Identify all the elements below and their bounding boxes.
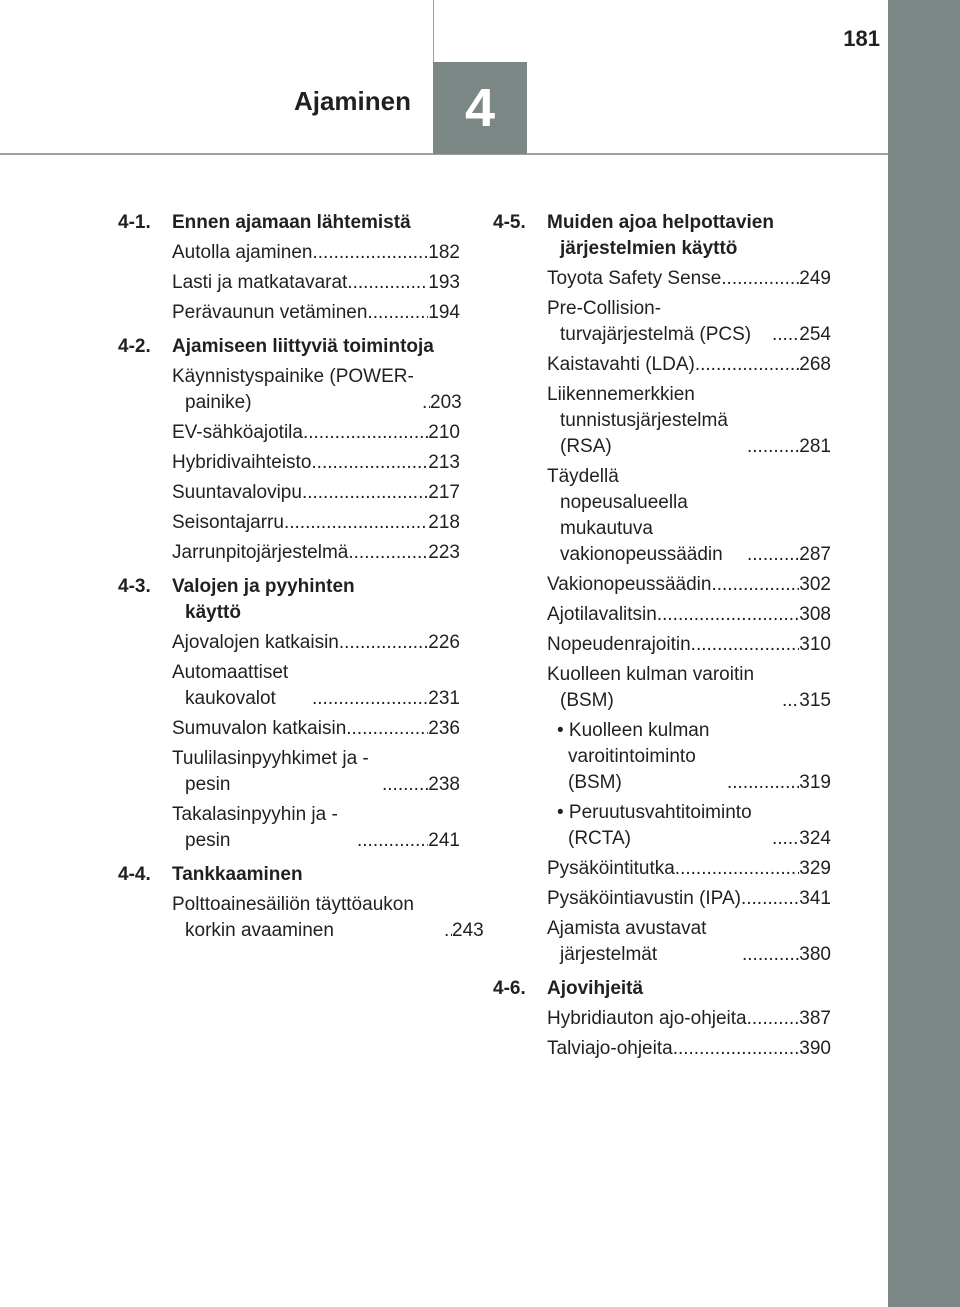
toc-entry[interactable] — [547, 632, 831, 658]
section-title: Tankkaaminen — [172, 864, 303, 885]
toc-entry[interactable] — [172, 300, 460, 326]
entry-title: Polttoainesäiliön täyttöaukon korkin avaaminen — [172, 894, 414, 941]
dot-leader — [691, 632, 800, 658]
entry-title: Ajotilavalitsin — [547, 604, 657, 625]
entry-title: Ajovalojen katkaisin — [172, 632, 339, 653]
entry-page: 218 — [428, 512, 460, 533]
toc-entry[interactable] — [172, 892, 484, 944]
entry-page: 223 — [428, 542, 460, 563]
toc-subentry[interactable] — [557, 718, 831, 796]
toc-entry[interactable] — [547, 886, 831, 912]
entry-title: Hybridiauton ajo-ohjeita — [547, 1008, 747, 1029]
dot-leader — [782, 688, 799, 714]
entry-title: Pysäköintiavustin (IPA) — [547, 888, 741, 909]
entry-title: Perävaunun vetäminen — [172, 302, 368, 323]
entry-title: Automaattiset kaukovalot — [172, 662, 289, 709]
dot-leader — [347, 270, 428, 296]
dot-leader — [444, 918, 452, 944]
entry-page: 193 — [428, 272, 460, 293]
toc-entry[interactable] — [547, 856, 831, 882]
entry-page: 243 — [452, 920, 484, 941]
dot-leader — [711, 572, 799, 598]
toc-section — [118, 210, 460, 236]
toc-entry[interactable] — [547, 266, 831, 292]
entry-title: Takalasinpyyhin ja -pesin — [172, 804, 338, 851]
dot-leader — [339, 630, 428, 656]
entry-title: Seisontajarru — [172, 512, 284, 533]
toc-entry[interactable] — [547, 662, 831, 714]
dot-leader — [742, 942, 799, 968]
dot-leader — [741, 886, 799, 912]
entry-page: 254 — [799, 324, 831, 345]
toc-entry[interactable] — [172, 420, 460, 446]
entry-title: Jarrunpitojärjestelmä — [172, 542, 349, 563]
dot-leader — [772, 322, 799, 348]
entry-page: 213 — [428, 452, 460, 473]
dot-leader — [422, 390, 430, 416]
entry-title: Kuolleen kulman varoitin (BSM) — [547, 664, 755, 711]
toc-entry[interactable] — [172, 270, 460, 296]
entry-page: 308 — [799, 604, 831, 625]
toc-entry[interactable] — [172, 480, 460, 506]
toc-entry[interactable] — [547, 382, 831, 460]
toc-entry[interactable] — [547, 464, 831, 568]
entry-title: Pysäköintitutka — [547, 858, 675, 879]
entry-page: 217 — [428, 482, 460, 503]
entry-page: 310 — [799, 634, 831, 655]
entry-page: 287 — [799, 544, 831, 565]
entry-title: Nopeudenrajoitin — [547, 634, 691, 655]
entry-page: 182 — [428, 242, 460, 263]
section-number: 4-5. — [493, 212, 526, 233]
entry-title: Tuulilasinpyyhkimet ja -pesin — [172, 748, 369, 795]
toc-entry[interactable] — [547, 572, 831, 598]
entry-title: • Peruutusvahtitoiminto (RCTA) — [557, 802, 752, 849]
entry-page: 281 — [799, 436, 831, 457]
chapter-side-tab — [888, 0, 960, 1307]
dot-leader — [772, 826, 799, 852]
entry-page: 238 — [428, 774, 460, 795]
section-number: 4-6. — [493, 978, 526, 999]
toc-entry[interactable] — [172, 716, 460, 742]
chapter-title: Ajaminen — [293, 86, 411, 116]
entry-page: 249 — [799, 268, 831, 289]
toc-entry[interactable] — [547, 916, 831, 968]
toc-entry[interactable] — [547, 352, 831, 378]
entry-page: 236 — [428, 718, 460, 739]
dot-leader — [311, 450, 428, 476]
entry-page: 380 — [799, 944, 831, 965]
section-title: Ajovihjeitä — [547, 978, 644, 999]
section-title: Valojen ja pyyhinten käyttö — [172, 576, 355, 623]
entry-title: Hybridivaihteisto — [172, 452, 312, 473]
entry-page: 387 — [799, 1008, 831, 1029]
toc-entry[interactable] — [172, 510, 460, 536]
entry-title: Kaistavahti (LDA) — [547, 354, 695, 375]
dot-leader — [721, 266, 799, 292]
chapter-number-box: 4 — [433, 62, 527, 154]
entry-page: 324 — [799, 828, 831, 849]
entry-title: Talviajo-ohjeita — [547, 1038, 673, 1059]
toc-entry[interactable] — [172, 746, 460, 798]
dot-leader — [657, 602, 799, 628]
dot-leader — [346, 716, 428, 742]
dot-leader — [747, 542, 799, 568]
entry-page: 341 — [799, 888, 831, 909]
section-number: 4-3. — [118, 576, 151, 597]
entry-title: Liikennemerkkien tunnistusjärjestelmä (RSA) — [547, 384, 728, 457]
section-number: 4-2. — [118, 336, 151, 357]
entry-title: Toyota Safety Sense — [547, 268, 722, 289]
entry-page: 319 — [799, 772, 831, 793]
entry-title: EV-sähköajotila — [172, 422, 303, 443]
dot-leader — [312, 686, 428, 712]
toc-entry[interactable] — [547, 296, 831, 348]
toc-right-column — [493, 210, 831, 1062]
dot-leader — [303, 420, 428, 446]
entry-page: 315 — [799, 690, 831, 711]
section-number: 4-1. — [118, 212, 151, 233]
dot-leader — [348, 540, 428, 566]
toc-entry[interactable] — [172, 630, 460, 656]
entry-page: 302 — [799, 574, 831, 595]
toc-section — [118, 862, 460, 888]
section-title: Ennen ajamaan lähtemistä — [172, 212, 411, 233]
toc-entry[interactable] — [172, 660, 460, 712]
toc-entry[interactable] — [547, 602, 831, 628]
entry-page: 210 — [428, 422, 460, 443]
entry-page: 241 — [428, 830, 460, 851]
toc-entry[interactable] — [547, 1006, 831, 1032]
dot-leader — [747, 434, 799, 460]
dot-leader — [284, 510, 428, 536]
entry-title: • Kuolleen kulman varoitintoiminto (BSM) — [557, 720, 710, 793]
dot-leader — [357, 828, 428, 854]
toc-entry[interactable] — [172, 450, 460, 476]
entry-page: 329 — [799, 858, 831, 879]
entry-page: 231 — [428, 688, 460, 709]
toc-entry[interactable] — [172, 240, 460, 266]
page-number: 181 — [843, 26, 880, 51]
entry-page: 226 — [428, 632, 460, 653]
entry-title: Vakionopeussäädin — [547, 574, 712, 595]
dot-leader — [302, 480, 428, 506]
entry-title: Pre-Collision-turvajärjestelmä (PCS) — [547, 298, 752, 345]
dot-leader — [695, 352, 799, 378]
entry-title: Käynnistyspainike (POWER-painike) — [172, 366, 414, 413]
dot-leader — [367, 300, 428, 326]
entry-page: 390 — [799, 1038, 831, 1059]
entry-page: 268 — [799, 354, 831, 375]
toc-left-column — [118, 210, 484, 944]
header-divider-vertical — [433, 0, 434, 62]
toc-section — [118, 574, 460, 626]
toc-entry[interactable] — [172, 364, 460, 416]
toc-entry[interactable] — [172, 802, 460, 854]
dot-leader — [382, 772, 428, 798]
toc-section — [493, 210, 831, 262]
section-title: Ajamiseen liittyviä toimintoja — [172, 336, 434, 357]
entry-title: Suuntavalovipu — [172, 482, 302, 503]
dot-leader — [673, 1036, 800, 1062]
toc-section — [493, 976, 831, 1002]
entry-page: 203 — [430, 392, 462, 413]
toc-subentry[interactable] — [557, 800, 831, 852]
entry-title: Lasti ja matkatavarat — [172, 272, 348, 293]
section-title: Muiden ajoa helpottavien järjestelmien käyttö — [547, 212, 774, 259]
dot-leader — [312, 240, 428, 266]
entry-title: Sumuvalon katkaisin — [172, 718, 347, 739]
dot-leader — [675, 856, 800, 882]
entry-page: 194 — [428, 302, 460, 323]
toc-section — [118, 334, 460, 360]
entry-title: Autolla ajaminen — [172, 242, 313, 263]
toc-entry[interactable] — [172, 540, 460, 566]
dot-leader — [747, 1006, 800, 1032]
dot-leader — [727, 770, 799, 796]
entry-title: Ajamista avustavat järjestelmät — [547, 918, 707, 965]
entry-title: Täydellä nopeusalueella mukautuva vakionopeussäädin — [547, 466, 723, 565]
toc-entry[interactable] — [547, 1036, 831, 1062]
section-number: 4-4. — [118, 864, 151, 885]
